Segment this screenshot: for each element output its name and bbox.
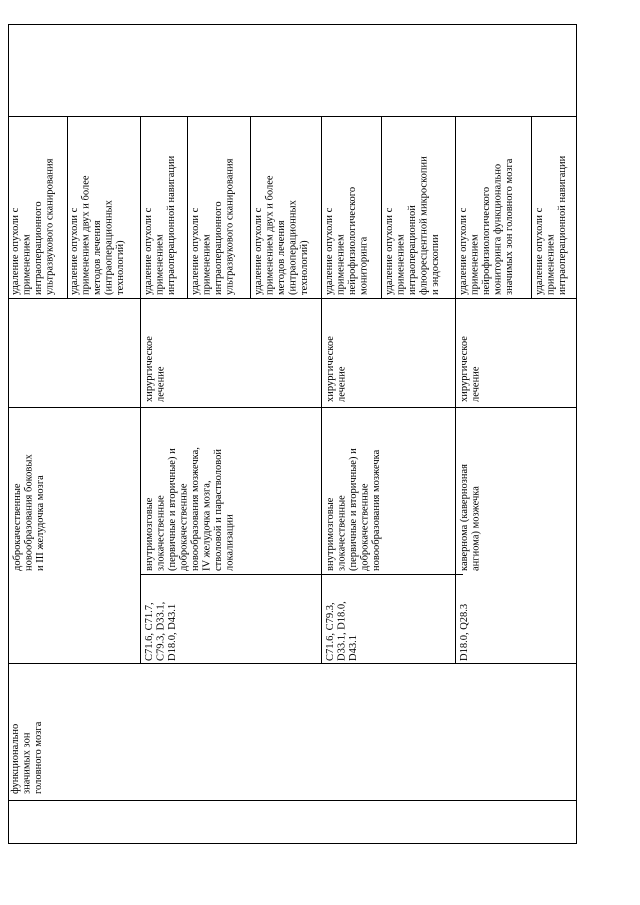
table-border-top (8, 24, 577, 25)
column-separator (8, 298, 577, 299)
treatment-method-cell: удаление опухоли с применением интраоперационной навигации (143, 155, 177, 295)
icd-code-cell: C71.6, C71.7, C79.3, D33.1, D18.0, D43.1 (144, 601, 178, 661)
row-separator (321, 116, 322, 664)
column-separator (140, 574, 463, 575)
diagnosis-cell: внутримозговые злокачественные (первичные и вторичные) и доброкачественные новообразования мозжечка, IV желудочка мозга, стволовой и парастволовой локализации (144, 447, 236, 571)
table-border-left (8, 24, 9, 844)
method-separator (381, 116, 382, 299)
method-separator (250, 116, 251, 299)
treatment-method-cell: удаление опухоли с применением интраоперационной флюоресцентной микроскопии и эндоскопии (384, 156, 441, 295)
diagnosis-cell: доброкачественные новообразования боковых и III желудочка мозга (12, 454, 46, 571)
treatment-method-cell: удаление опухоли с применением двух и более методов лечения (интраоперационных технологий) (69, 175, 126, 295)
treatment-method-cell: удаление опухоли с применением нейрофизиологического мониторинга функционально значимых зон головного мозга (458, 158, 515, 295)
treatment-method-cell: удаление опухоли с применением интраоперационного ультразвукового сканирования (190, 158, 236, 295)
treatment-method-cell: удаление опухоли с применением интраоперационной навигации (534, 155, 568, 295)
treatment-method-cell: удаление опухоли с применением нейрофизиологического мониторинга (324, 186, 370, 295)
treatment-type-cell: хирургическое лечение (144, 336, 167, 402)
method-separator (187, 116, 188, 299)
zone-cell: функционально значимых зон головного мозга (10, 721, 44, 794)
icd-code-cell: C71.6, C79.3, D33.1, D18.0, D43.1 (325, 601, 359, 661)
treatment-type-cell: хирургическое лечение (459, 336, 482, 402)
column-separator (8, 407, 577, 408)
column-separator (8, 800, 577, 801)
diagnosis-cell: кавернома (кавернозная ангиома) мозжечка (459, 464, 482, 571)
treatment-method-cell: удаление опухоли с применением интраоперационного ультразвукового сканирования (10, 158, 56, 295)
column-separator (8, 116, 577, 117)
treatment-method-cell: удаление опухоли с применением двух и более методов лечения (интраоперационных технологий) (253, 175, 310, 295)
diagnosis-cell: внутримозговые злокачественные (первичные и вторичные) и доброкачественные новообразования мозжечка (325, 448, 382, 571)
column-separator (8, 663, 577, 664)
method-separator (67, 116, 68, 299)
table-border-bottom (8, 843, 577, 844)
row-separator (455, 116, 456, 664)
method-separator (531, 116, 532, 299)
table-border-right (576, 24, 577, 844)
row-separator (140, 116, 141, 664)
treatment-type-cell: хирургическое лечение (325, 336, 348, 402)
icd-code-cell: D18.0, Q28.3 (459, 603, 470, 661)
